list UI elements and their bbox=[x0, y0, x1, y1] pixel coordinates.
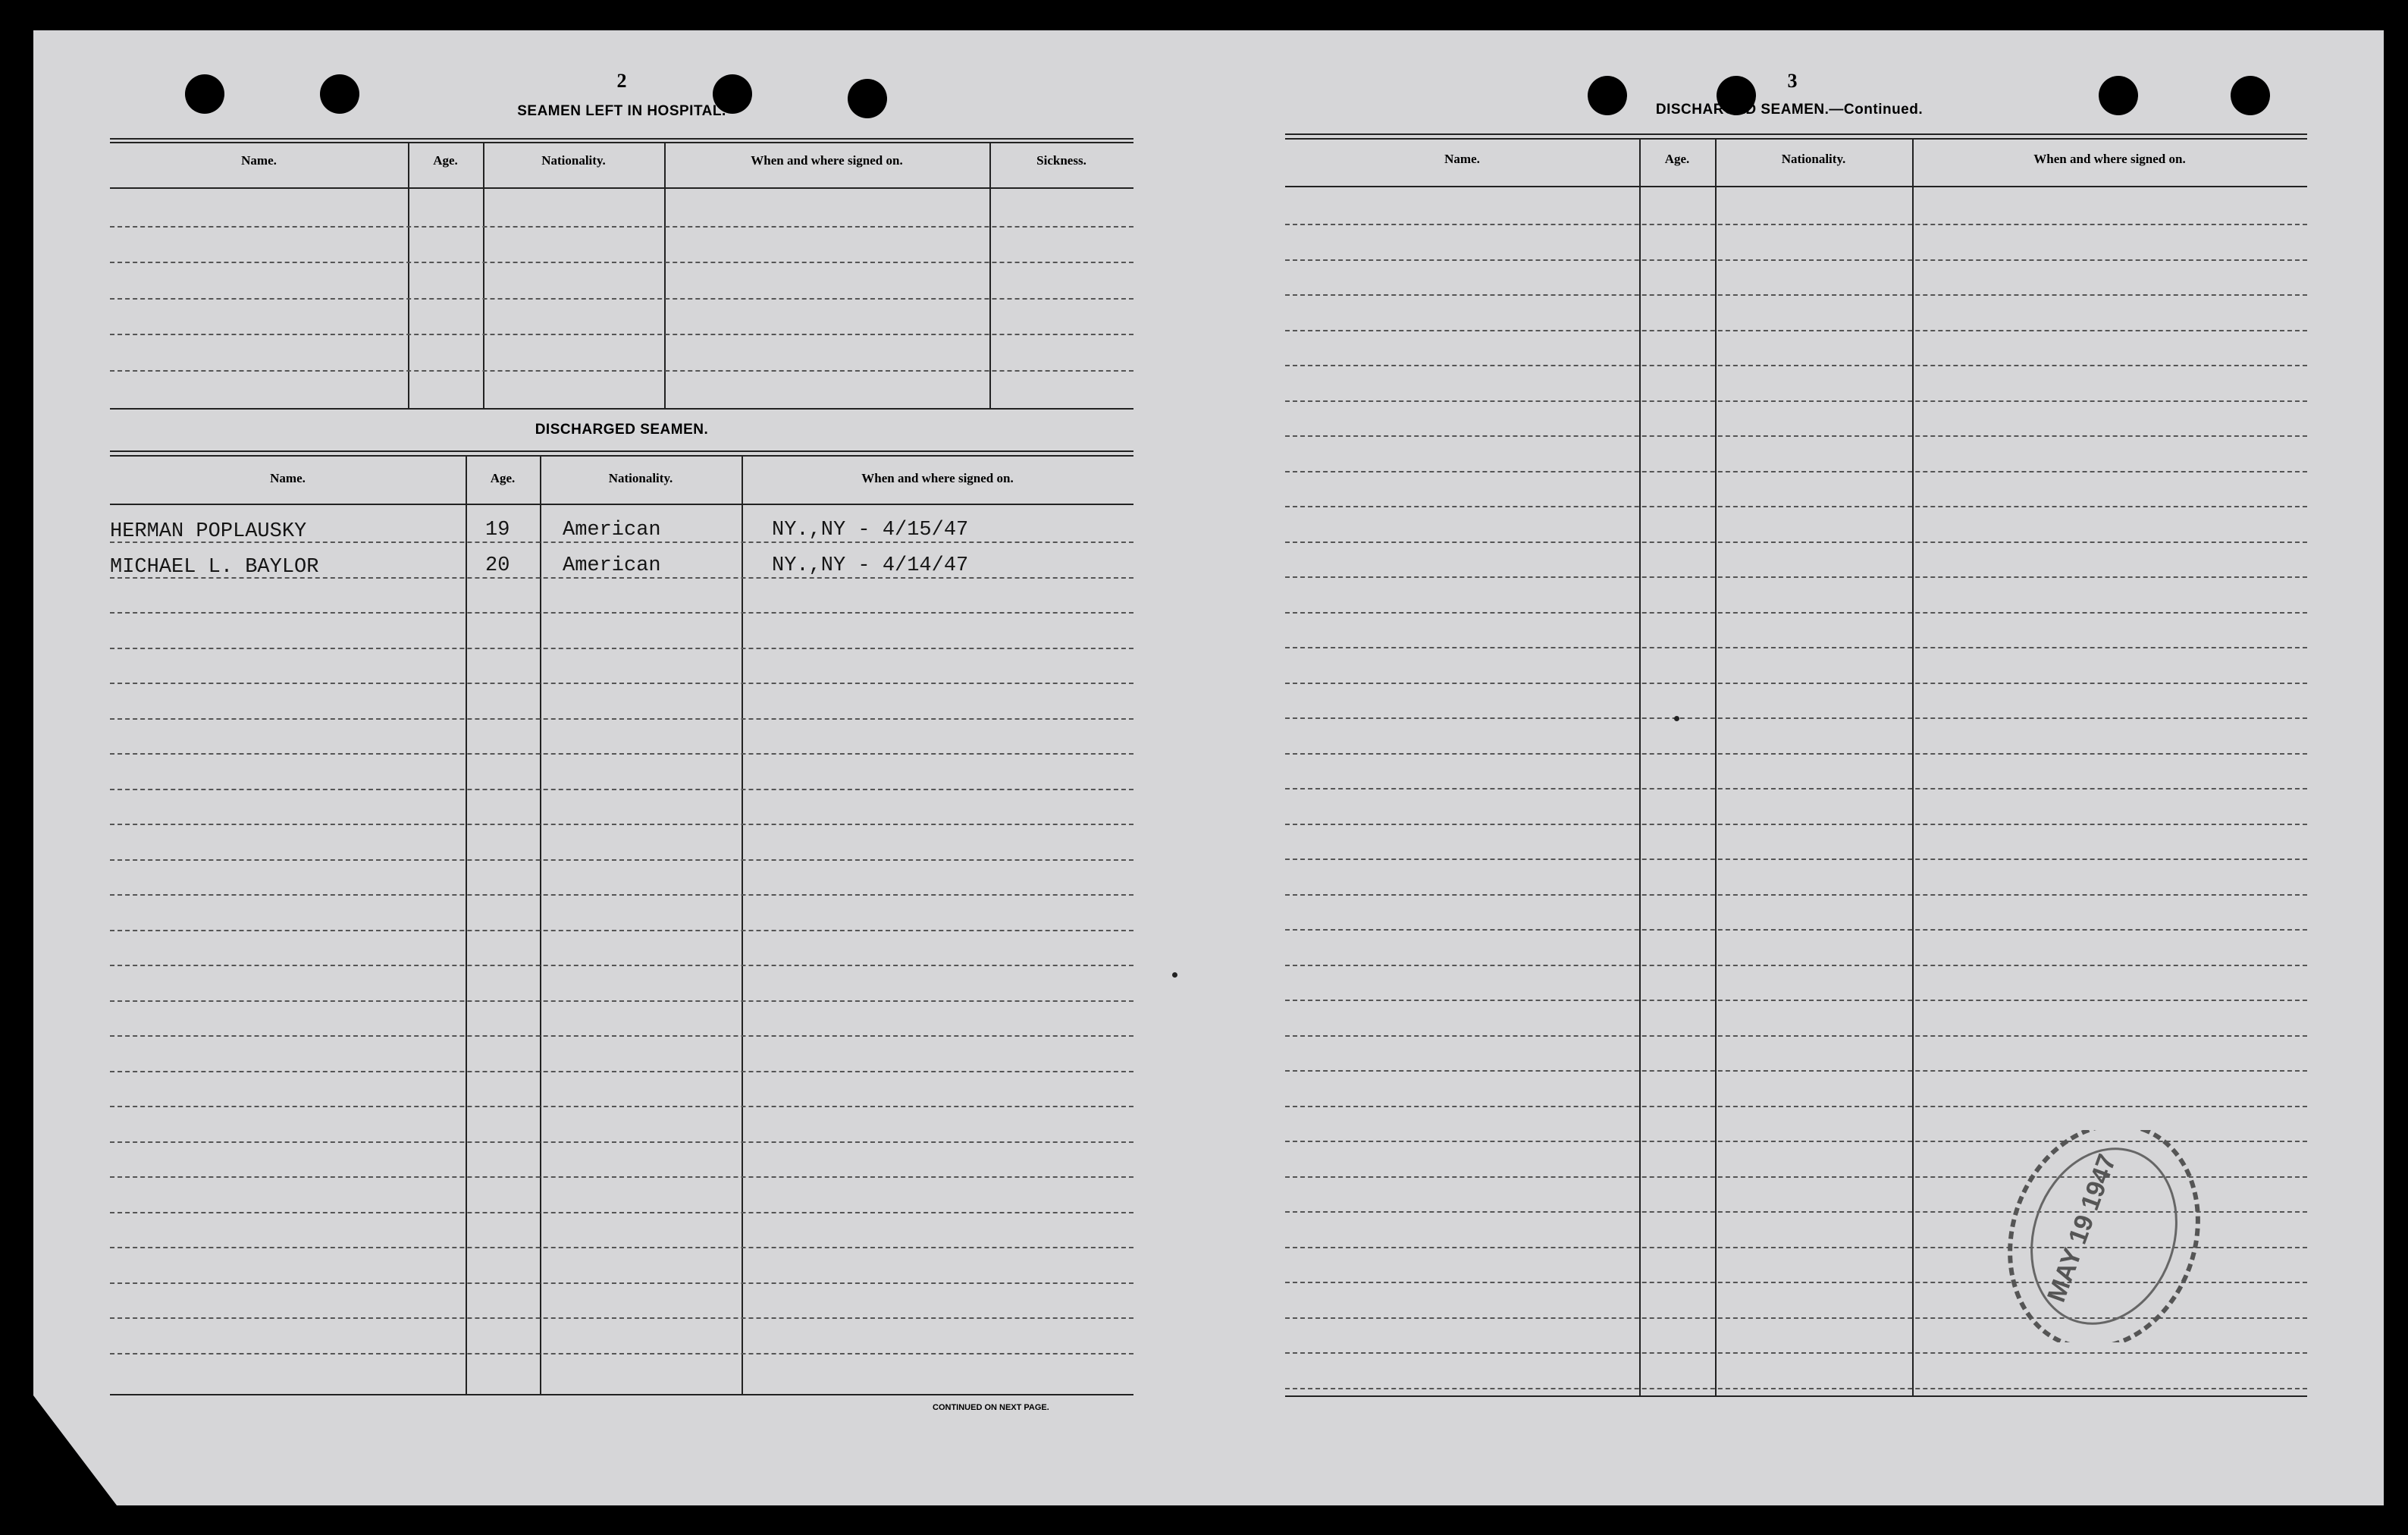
ruled-line bbox=[110, 612, 1133, 614]
stamp-date: MAY 19 1947 bbox=[2042, 1150, 2122, 1306]
continued-header-nationality: Nationality. bbox=[1781, 152, 1846, 166]
ruled-line bbox=[1285, 506, 2307, 507]
ruled-line bbox=[1285, 471, 2307, 472]
page-number: 2 bbox=[616, 70, 627, 92]
ink-dot bbox=[1172, 972, 1177, 978]
ruled-line bbox=[1285, 753, 2307, 755]
ink-dot bbox=[1674, 716, 1679, 721]
seaman-nationality: American bbox=[563, 519, 661, 541]
ruled-line bbox=[110, 1071, 1133, 1072]
ruled-line bbox=[110, 683, 1133, 684]
discharged-header-signed-on: When and where signed on. bbox=[861, 471, 1014, 485]
ruled-line bbox=[110, 824, 1133, 825]
continued-header-signed-on: When and where signed on. bbox=[2033, 152, 2186, 166]
hospital-header-sickness: Sickness. bbox=[1036, 153, 1086, 168]
date-stamp bbox=[1979, 1130, 2229, 1342]
ruled-line bbox=[1285, 894, 2307, 896]
ruled-line bbox=[1285, 224, 2307, 225]
ruled-line bbox=[1285, 400, 2307, 402]
seaman-age: 19 bbox=[485, 519, 510, 541]
ruled-line bbox=[1285, 859, 2307, 860]
seaman-age: 20 bbox=[485, 554, 510, 577]
ruled-line bbox=[1285, 1000, 2307, 1001]
ruled-line bbox=[1285, 929, 2307, 931]
ruled-line bbox=[1285, 1352, 2307, 1354]
continued-header-name: Name. bbox=[1444, 152, 1480, 166]
ruled-line bbox=[1285, 683, 2307, 684]
punch-hole bbox=[2099, 76, 2138, 115]
discharged-continued-title: DISCHARGED SEAMEN.—Continued. bbox=[1655, 102, 1924, 118]
ruled-line bbox=[110, 1141, 1133, 1143]
hospital-header-name: Name. bbox=[241, 153, 277, 168]
ruled-line bbox=[110, 1247, 1133, 1248]
ruled-line bbox=[110, 930, 1133, 931]
seaman-signed-on: NY.,NY - 4/14/47 bbox=[772, 554, 969, 577]
ruled-line bbox=[110, 1282, 1133, 1284]
hospital-header-nationality: Nationality. bbox=[541, 153, 606, 168]
seaman-nationality: American bbox=[563, 554, 661, 577]
discharged-header-age: Age. bbox=[490, 471, 516, 485]
ruled-line bbox=[1285, 1035, 2307, 1037]
hospital-section-title: SEAMEN LEFT IN HOSPITAL. bbox=[517, 103, 726, 119]
hospital-header-age: Age. bbox=[433, 153, 458, 168]
ruled-line bbox=[1285, 647, 2307, 648]
ruled-line bbox=[110, 1106, 1133, 1107]
seaman-name: MICHAEL L. BAYLOR bbox=[110, 556, 319, 579]
ruled-line bbox=[1285, 259, 2307, 261]
ruled-line bbox=[110, 718, 1133, 720]
ruled-line bbox=[1285, 824, 2307, 825]
ruled-line bbox=[110, 1212, 1133, 1213]
ruled-line bbox=[1285, 541, 2307, 543]
continued-header-age: Age. bbox=[1664, 152, 1690, 166]
punch-hole bbox=[848, 79, 887, 118]
ruled-line bbox=[110, 859, 1133, 861]
discharged-section-title: DISCHARGED SEAMEN. bbox=[535, 422, 709, 438]
ruled-line bbox=[1285, 294, 2307, 296]
page-number: 3 bbox=[1787, 70, 1798, 92]
ruled-line bbox=[1285, 717, 2307, 719]
ruled-line bbox=[110, 1176, 1133, 1178]
ruled-line bbox=[1285, 1070, 2307, 1072]
punch-hole bbox=[2231, 76, 2270, 115]
ruled-line bbox=[110, 789, 1133, 790]
ruled-line bbox=[1285, 330, 2307, 331]
ruled-line bbox=[1285, 612, 2307, 614]
hospital-header-signed-on: When and where signed on. bbox=[751, 153, 903, 168]
ruled-line bbox=[110, 1000, 1133, 1002]
folded-corner bbox=[33, 1395, 117, 1505]
ruled-line bbox=[110, 1035, 1133, 1037]
discharged-header-nationality: Nationality. bbox=[608, 471, 673, 485]
ruled-line bbox=[1285, 365, 2307, 366]
ruled-line bbox=[110, 1317, 1133, 1319]
seaman-signed-on: NY.,NY - 4/15/47 bbox=[772, 519, 969, 541]
punch-hole bbox=[320, 74, 359, 114]
ruled-line bbox=[110, 894, 1133, 896]
ruled-line bbox=[110, 965, 1133, 966]
continued-footer: CONTINUED ON NEXT PAGE. bbox=[933, 1403, 1049, 1412]
ruled-line bbox=[110, 648, 1133, 649]
ruled-line bbox=[1285, 1388, 2307, 1389]
ruled-line bbox=[1285, 965, 2307, 966]
ruled-line bbox=[110, 753, 1133, 755]
punch-hole bbox=[185, 74, 224, 114]
seaman-name: HERMAN POPLAUSKY bbox=[110, 520, 307, 543]
ruled-line bbox=[1285, 788, 2307, 789]
ruled-line bbox=[1285, 435, 2307, 437]
ruled-line bbox=[1285, 576, 2307, 578]
ruled-line bbox=[1285, 1106, 2307, 1107]
ruled-line bbox=[110, 1353, 1133, 1355]
discharged-header-name: Name. bbox=[270, 471, 306, 485]
